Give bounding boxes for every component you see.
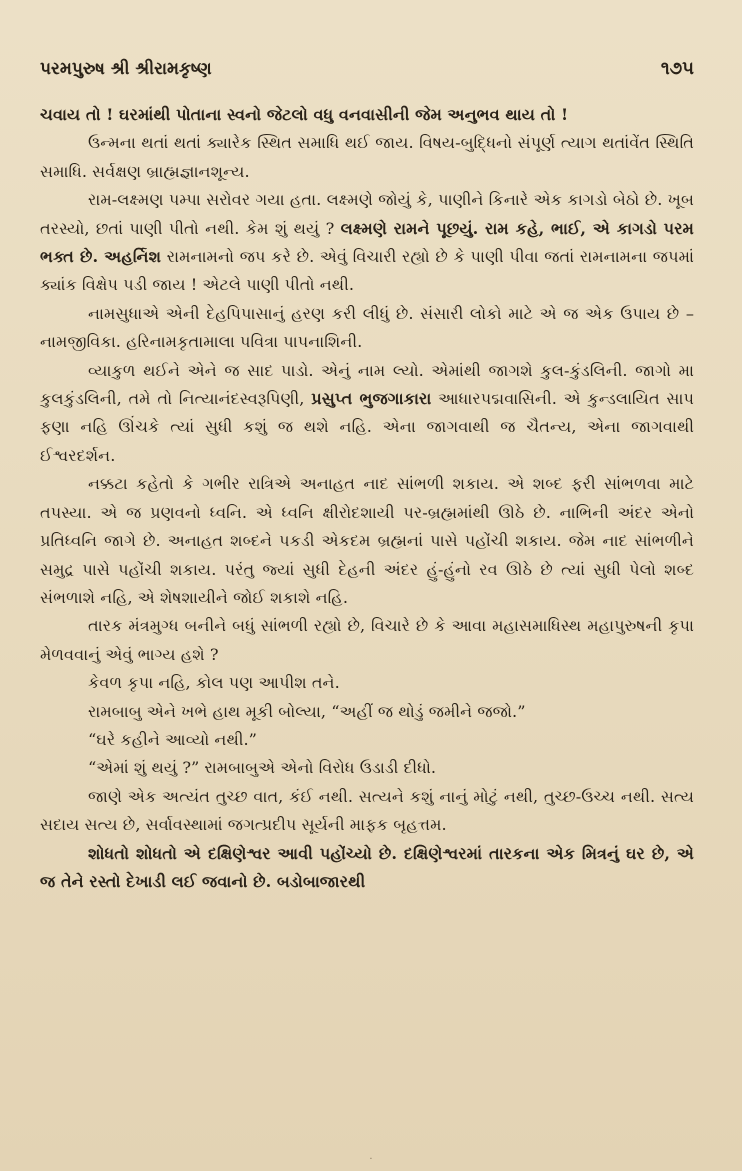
paragraph-3 [40, 186, 694, 300]
paragraph-5-part-2: પ્રસુપ્ત ભુજગાકારા [311, 389, 432, 409]
paragraph-2: ઉન્મના થતાં થતાં ક્યારેક સ્થિત સમાધિ થઈ જાય. વિષય-બુદ્ધિનો સંપૂર્ણ ત્યાગ થતાંવેંત સ્થિતિ સમાધિ. સર્વક્ષણ બ્રાહ્મજ્ઞાનશૂન્ય. [40, 133, 694, 181]
paragraph-3-part-1: રામ-લક્ષ્મણ પમ્પા સરોવર ગયા હતા. લક્ષ્મણે જોયું કે, પાણીને કિનારે એક કાગડો બેઠો છે. ખૂબ તરસ્યો, છતાં પાણી પીતો નથી. કેમ શું થયું ? [40, 190, 694, 238]
paragraph-3-part-3: રામનામનો જપ કરે છે. એવું વિચારી રહ્યો છે કે પાણી પીવા જતાં રામનામના જપમાં ક્યાંક વિક્ષેપ પડી જાય ! એટલે પાણી પીતો નથી. [40, 247, 694, 295]
paragraph-3-part-2: લક્ષ્મણે રામને પૂછયું. રામ કહે, ભાઈ, એ કાગડો પરમ ભક્ત છે. અહર્નિશ [40, 218, 694, 267]
paragraph-4: નામસુધાએ એની દેહપિપાસાનું હરણ કરી લીધું છે. સંસારી લોકો માટે એ જ એક ઉપાય છે – નામજીવિકા. હરિનામકૃતામાલા પવિત્રા પાપનાશિની. [40, 303, 694, 352]
page-number: ૧૭૫ [660, 58, 694, 79]
paragraph-5-part-3: આધારપદ્મવાસિની. એ કુન્ડલાયિત સાપ ફણા નહિ ઊંચકે ત્યાં સુધી કશું જ થશે નહિ. એના જાગવાથી જ ચૈતન્ય, એના જાગવાથી ઈશ્વરદર્શન. [40, 389, 694, 465]
paragraph-5 [40, 357, 694, 471]
paragraph-5-part-1: વ્યાકુળ થઈને એને જ સાદ પાડો. એનું નામ લ્યો. એમાંથી જાગશે કુલ-કુંડલિની. જાગો મા કુલકુંડલિની, તમે તો નિત્યાનંદસ્વરૂપિણી, [40, 360, 694, 409]
paragraph-12: જાણે એક અત્યંત તુચ્છ વાત, કંઈ નથી. સત્યને કશું નાનું મોટું નથી, તુચ્છ-ઉચ્ચ નથી. સત્ય સદાય સત્ય છે, સર્વાવસ્થામાં જગત્પ્રદીપ સૂર્યની માફક બૃહત્તમ. [40, 786, 694, 835]
paragraph-10: “ઘરે કહીને આવ્યો નથી.” [88, 729, 257, 749]
paragraph-1: ચવાય તો ! ઘરમાંથી પોતાના સ્વનો જેટલો વધુ વનવાસીની જેમ અનુભવ થાય તો ! [40, 105, 569, 124]
paragraph-7: તારક મંત્રમુગ્ધ બનીને બધું સાંભળી રહ્યો છે, વિચારે છે કે આવા મહાસમાધિસ્થ મહાપુરુષની કૃપા મેળવવાનું એવું ભાગ્ય હશે ? [40, 616, 694, 664]
paragraph-9: રામબાબુ એને ખભે હાથ મૂકી બોલ્યા, “અહીં જ થોડું જમીને જજો.” [88, 701, 526, 721]
body-text [40, 101, 694, 896]
paragraph-8: કેવળ કૃપા નહિ, કોલ પણ આપીશ તને. [88, 673, 340, 693]
page-footer-dot: · [369, 1154, 373, 1165]
paragraph-6: નક્કટા કહેતો કે ગભીર રાત્રિએ અનાહત નાદ સાંભળી શકાય. એ શબ્દ ફરી સાંભળવા માટે તપસ્યા. એ જ પ્રણવનો ધ્વનિ. એ ધ્વનિ ક્ષીરોદશાયી પર-બ્રહ્મમાંથી ઊઠે છે. નાભિની અંદર એનો પ્રતિધ્વનિ જાગે છે. અનાહત શબ્દને પકડી એકદમ બ્રહ્મનાં પાસે પહોંચી શકાય. જેમ નાદ સાંભળીને સમુદ્ર પાસે પહોંચી શકાય. પરંતુ જ્યાં સુધી દેહની અંદર હું-હુંનો રવ ઊઠે છે ત્યાં સુધી પેલો શબ્દ સંભળાશે નહિ, એ શેષશાયીને જોઈ શકાશે નહિ. [40, 474, 694, 607]
paragraph-11: “એમાં શું થયું ?” રામબાબુએ એનો વિરોધ ઉડાડી દીધો. [88, 758, 437, 778]
running-header [40, 58, 694, 79]
paragraph-13: શોધતો શોધતો એ દક્ષિણેશ્વર આવી પહોંચ્યો છે. દક્ષિણેશ્વરમાં તારકના એક મિત્રનું ઘર છે, એ જ તેને રસ્તો દેખાડી લઈ જવાનો છે. બડોબાજારથી [40, 843, 694, 891]
running-title: પરમપુરુષ શ્રી શ્રીરામકૃષ્ણ [40, 59, 212, 79]
